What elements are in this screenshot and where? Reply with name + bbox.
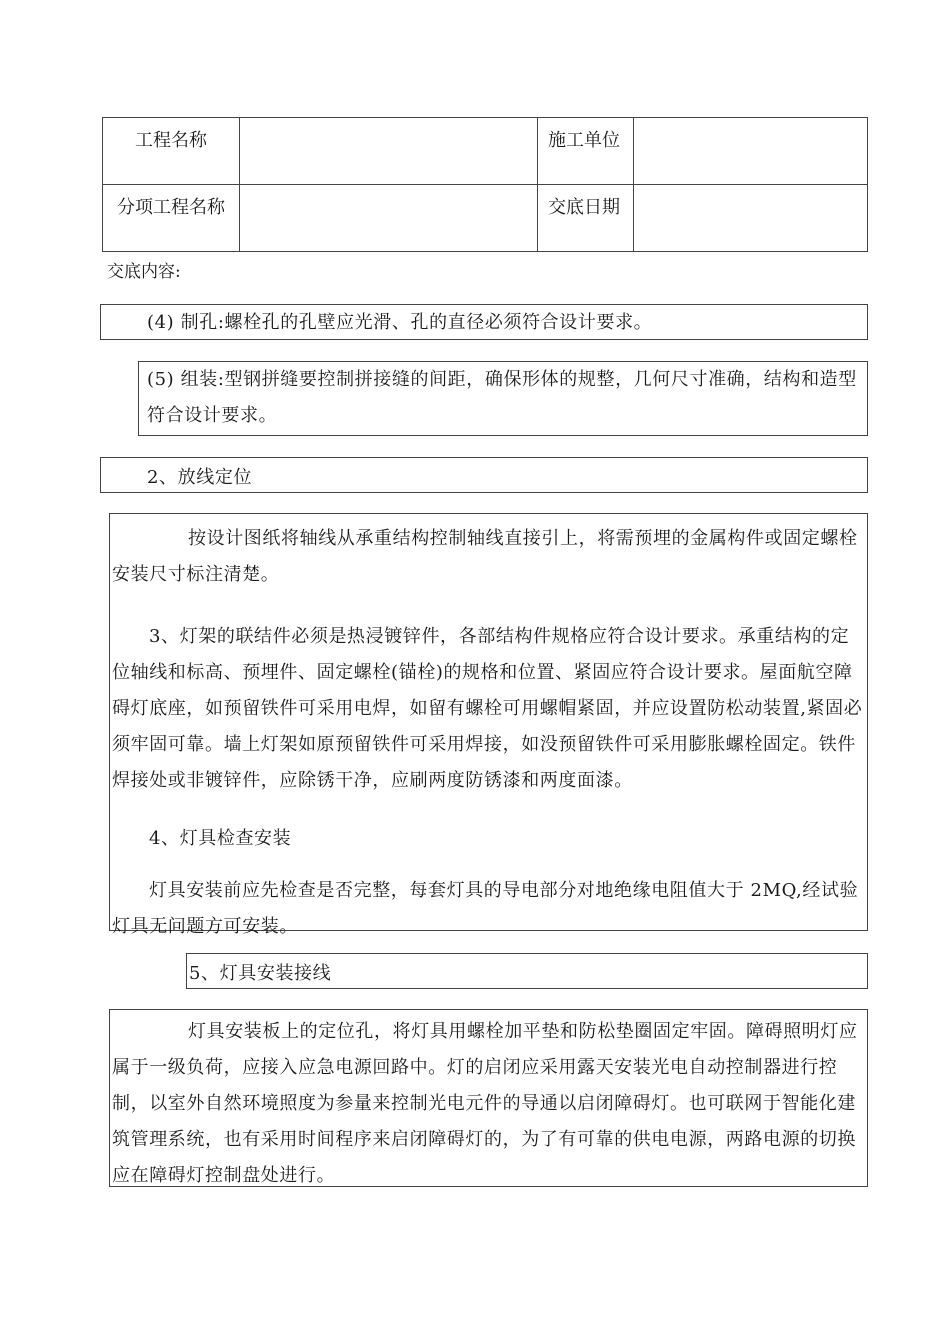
assembly-section [138,361,868,436]
layout-text: 按设计图纸将轴线从承重结构控制轴线直接引上，将需预埋的金属构件或固定螺栓安装尺寸标注清楚。 [112,528,858,585]
inspection-text: 灯具安装前应先检查是否完整，每套灯具的导电部分对地绝缘电阻值大于 2MQ,经试验灯具无问题方可安装。 [112,880,859,937]
project-name-value [240,118,538,185]
layout-heading-box [100,457,868,493]
drilling-section [100,304,868,340]
inspection-heading: 4、灯具检查安装 [149,828,292,849]
project-name-label: 工程名称 [103,118,240,185]
wiring-heading-box [186,953,868,989]
date-value [634,185,868,252]
subproject-value [240,185,538,252]
main-content-box [109,513,868,937]
wiring-content-box [109,1009,868,1187]
wiring-heading: 5、灯具安装接线 [189,963,332,984]
subproject-label: 分项工程名称 [103,185,240,252]
header-table [102,117,868,252]
contractor-label: 施工单位 [538,118,634,185]
assembly-text: (5) 组装:型钢拼缝要控制拼接缝的间距，确保形体的规整，几何尺寸准确，结构和造型符合设计要求。 [147,369,857,426]
content-label: 交底内容: [107,262,181,282]
contractor-value [634,118,868,185]
date-label: 交底日期 [538,185,634,252]
layout-heading: 2、放线定位 [147,467,253,488]
frame-text: 3、灯架的联结件必须是热浸镀锌件，各部结构件规格应符合设计要求。承重结构的定位轴线和标高、预埋件、固定螺栓(锚栓)的规格和位置、紧固应符合设计要求。屋面航空障碍灯底座，如预留铁件可采用电焊，如留有螺栓可用螺帽紧固，并应设置防松动装置,紧固必须牢固可靠。墙上灯架如原预留铁件可采用焊接，如没预留铁件可采用膨胀螺栓固定。铁件焊接处或非镀锌件，应除锈干净，应刷两度防锈漆和两度面漆。 [112,626,863,791]
wiring-text: 灯具安装板上的定位孔，将灯具用螺栓加平垫和防松垫圈固定牢固。障碍照明灯应属于一级负荷，应接入应急电源回路中。灯的启闭应采用露天安装光电自动控制器进行控制，以室外自然环境照度为参量来控制光电元件的导通以启闭障碍灯。也可联网于智能化建筑管理系统，也有采用时间程序来启闭障碍灯的，为了有可靠的供电电源，两路电源的切换应在障碍灯控制盘处进行。 [112,1021,858,1186]
table-row [103,118,868,185]
drilling-text: (4) 制孔:螺栓孔的孔壁应光滑、孔的直径必须符合设计要求。 [147,312,653,333]
table-row [103,185,868,252]
